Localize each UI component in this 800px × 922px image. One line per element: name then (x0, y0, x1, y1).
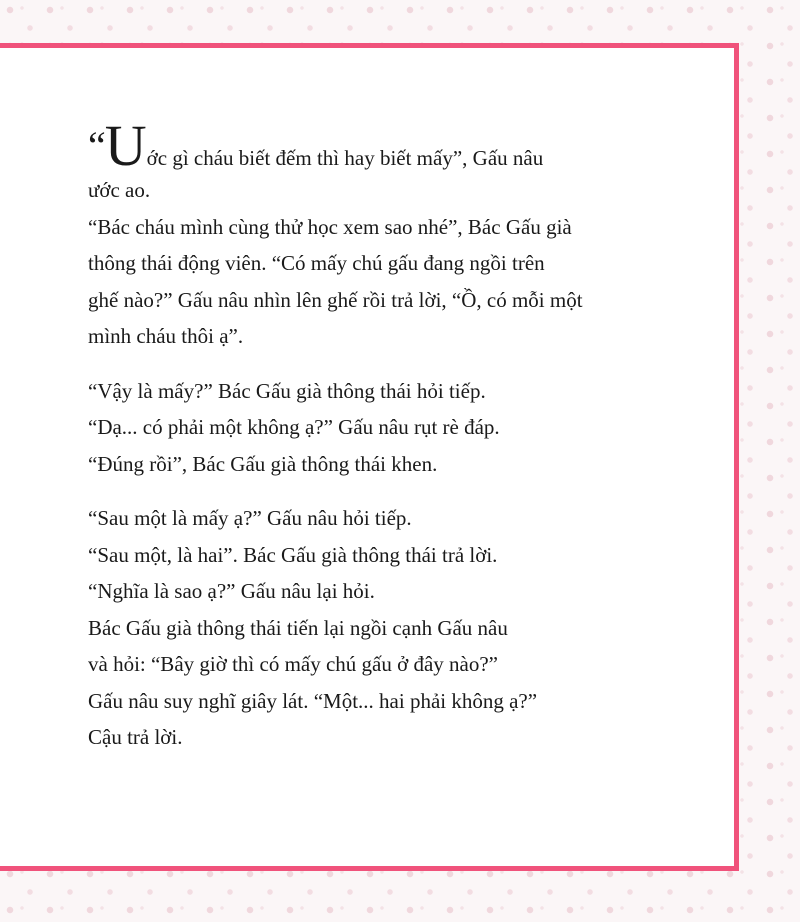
text-line: Bác Gấu già thông thái tiến lại ngồi cạnh Gấu nâu (88, 615, 508, 640)
story-text (88, 113, 708, 774)
text-line: “Bác cháu mình cùng thử học xem sao nhé”, Bác Gấu già (88, 214, 572, 239)
text-line: “Sau một, là hai”. Bác Gấu già thông thái trả lời. (88, 542, 498, 567)
text-line: mình cháu thôi ạ”. (88, 324, 244, 348)
paragraph-3 (88, 500, 708, 756)
text-line: Cậu trả lời. (88, 725, 183, 749)
text-line: “Sau một là mấy ạ?” Gấu nâu hỏi tiếp. (88, 506, 412, 530)
text-line: “Đúng rồi”, Bác Gấu già thông thái khen. (88, 451, 438, 476)
dropcap-letter: U (104, 113, 147, 178)
text-line: thông thái động viên. “Có mấy chú gấu đang ngồi trên (88, 251, 545, 275)
text-line: và hỏi: “Bây giờ thì có mấy chú gấu ở đây nào?” (88, 652, 499, 676)
text-line: “Nghĩa là sao ạ?” Gấu nâu lại hỏi. (88, 579, 375, 603)
text-line: ước ao. (88, 178, 151, 202)
paragraph-2 (88, 373, 708, 483)
text-line: ghế nào?” Gấu nâu nhìn lên ghế rồi trả lời, “Ồ, có mỗi một (88, 287, 583, 312)
dropcap-quote: “ (88, 123, 105, 168)
text-line: Gấu nâu suy nghĩ giây lát. “Một... hai phải không ạ?” (88, 688, 538, 713)
text-line: ớc gì cháu biết đếm thì hay biết mấy”, Gấu nâu (146, 146, 544, 170)
paragraph-1 (88, 113, 708, 355)
text-line: “Dạ... có phải một không ạ?” Gấu nâu rụt rè đáp. (88, 415, 500, 439)
text-line: “Vậy là mấy?” Bác Gấu già thông thái hỏi tiếp. (88, 378, 486, 403)
opening-line (88, 113, 708, 178)
